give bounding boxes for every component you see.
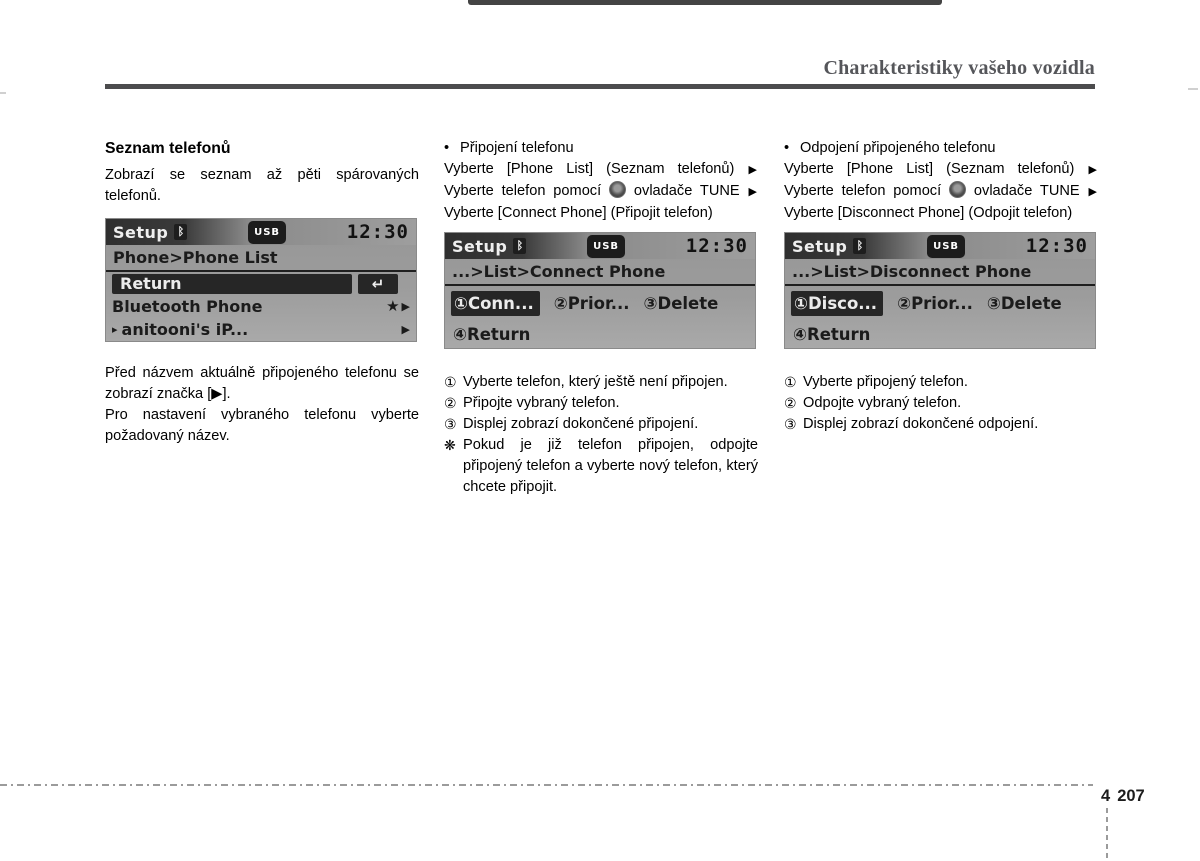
- delete-menu-item: [644, 293, 719, 314]
- note-mark-icon: ❋: [444, 437, 456, 453]
- step-number: ①: [784, 374, 797, 390]
- phone-name-label: anitooni's iP...: [121, 320, 249, 339]
- star-icon: ★: [386, 297, 400, 315]
- display-title: Setup: [792, 236, 848, 256]
- display-status-bar: [445, 233, 755, 259]
- display-breadcrumb: Phone>Phone List: [106, 245, 416, 272]
- column-phone-list: [105, 138, 419, 447]
- step-item: [784, 372, 1098, 393]
- item-label: Prior...: [911, 293, 973, 313]
- step-text: Připojte vybraný telefon.: [463, 395, 620, 411]
- display-clock: 12:30: [1025, 234, 1088, 257]
- item-number: ②: [553, 293, 568, 313]
- procedure-text: [444, 159, 758, 224]
- return-item-label: Return: [112, 274, 352, 294]
- edge-mark-right: [1188, 88, 1198, 90]
- arrow-icon: ▶: [1088, 164, 1097, 176]
- item-number: ④: [793, 324, 807, 344]
- section-heading: Seznam telefonů: [105, 140, 231, 157]
- chevron-right-icon: ▶: [401, 300, 410, 313]
- page-title: Charakteristiky vašeho vozidla: [823, 57, 1095, 79]
- footer-vertical-dashed-rule: [1106, 808, 1108, 861]
- arrow-icon: ▶: [748, 164, 757, 176]
- arrow-icon: ▶: [1088, 186, 1097, 198]
- usb-badge: USB: [587, 235, 625, 258]
- display-status-bar: [785, 233, 1095, 259]
- step-number: ③: [784, 416, 797, 432]
- item-number: ③: [986, 293, 1001, 313]
- delete-menu-item: [987, 293, 1062, 314]
- item-label: Prior...: [567, 293, 630, 313]
- display-clock: 12:30: [685, 234, 748, 257]
- bluetooth-icon: ᛒ: [853, 238, 866, 254]
- step-number: ①: [444, 374, 457, 390]
- display-breadcrumb: ...>List>Disconnect Phone: [785, 259, 1095, 286]
- step-number: ②: [784, 395, 797, 411]
- bullet-icon: •: [444, 140, 450, 156]
- display-clock: 12:30: [346, 220, 409, 243]
- list-item-return: [106, 272, 416, 295]
- bullet-icon: •: [784, 140, 790, 156]
- tune-knob-icon: [949, 181, 966, 198]
- menu-row: [785, 286, 1095, 320]
- proc-segment: Vyberte [Phone List] (Seznam telefonů): [784, 161, 1075, 177]
- display-status-bar: [106, 219, 416, 245]
- item-label: Return: [806, 324, 871, 344]
- proc-segment: Vyberte [Phone List] (Seznam telefonů): [444, 161, 735, 177]
- step-text: Vyberte telefon, který ještě není připojen.: [463, 374, 728, 390]
- menu-row: [445, 286, 755, 320]
- intro-paragraph: Zobrazí se seznam až pěti spárovaných telefonů.: [105, 167, 419, 204]
- proc-segment: ovladače TUNE: [973, 183, 1080, 199]
- display-title: Setup: [113, 222, 169, 242]
- item-label: Disco...: [807, 293, 878, 313]
- bullet-title-label: Odpojení připojeného telefonu: [800, 140, 996, 156]
- chapter-number: 4: [1101, 787, 1111, 805]
- item-number: ①: [794, 293, 808, 313]
- footer-dashed-rule: [0, 784, 1093, 786]
- scan-artifact-top: [468, 0, 942, 5]
- display-title: Setup: [452, 236, 508, 256]
- tune-knob-icon: [609, 181, 626, 198]
- priority-menu-item: [554, 293, 630, 314]
- item-number: ④: [453, 324, 467, 344]
- step-text: Displej zobrazí dokončené připojení.: [463, 416, 699, 432]
- step-text: Odpojte vybraný telefon.: [803, 395, 962, 411]
- bullet-title: [784, 138, 1098, 159]
- proc-segment: Vyberte telefon pomocí: [784, 183, 942, 199]
- column-disconnect-phone: [784, 138, 1098, 435]
- bt-phone-label: Bluetooth Phone: [112, 297, 263, 316]
- display-breadcrumb: ...>List>Connect Phone: [445, 259, 755, 286]
- column-connect-phone: [444, 138, 758, 498]
- disconnect-menu-item-selected: [791, 291, 883, 316]
- display-screen-disconnect: [784, 232, 1096, 349]
- step-number: ③: [444, 416, 457, 432]
- display-screen-connect: [444, 232, 756, 349]
- note-paragraph-2: Pro nastavení vybraného telefonu vyberte požadovaný název.: [105, 407, 419, 444]
- arrow-icon: ▶: [748, 186, 757, 198]
- list-item-phone-name: [106, 318, 416, 341]
- page-number: [1101, 787, 1145, 806]
- step-text: Vyberte připojený telefon.: [803, 374, 968, 390]
- item-label: Return: [466, 324, 531, 344]
- item-number: ③: [643, 293, 658, 313]
- proc-segment: ovladače TUNE: [633, 183, 740, 199]
- return-arrow-icon: ↵: [358, 274, 398, 294]
- row-icons: [386, 296, 410, 317]
- step-number: ②: [444, 395, 457, 411]
- header-rule: [105, 84, 1095, 89]
- display-screen-phone-list: [105, 218, 417, 342]
- step-item: [444, 393, 758, 414]
- connect-menu-item-selected: [451, 291, 540, 316]
- bullet-title-label: Připojení telefonu: [460, 140, 574, 156]
- item-label: Delete: [657, 293, 719, 313]
- edge-mark-left: [0, 92, 6, 94]
- note-item: [444, 435, 758, 498]
- return-menu-item: [785, 320, 1095, 348]
- item-number: ①: [454, 293, 468, 313]
- chevron-right-icon: ▶: [401, 323, 410, 336]
- note-text: Pokud je již telefon připojen, odpojte připojený telefon a vyberte nový telefon, který chcete připojit.: [463, 437, 758, 495]
- step-item: [444, 372, 758, 393]
- bluetooth-icon: ᛒ: [513, 238, 526, 254]
- step-item: [784, 393, 1098, 414]
- proc-segment: Vyberte telefon pomocí: [444, 183, 602, 199]
- note-paragraph-1: Před názvem aktuálně připojeného telefonu se zobrazí značka [▶].: [105, 365, 419, 402]
- bullet-title: [444, 138, 758, 159]
- item-label: Delete: [1000, 293, 1062, 313]
- item-label: Conn...: [467, 293, 534, 313]
- usb-badge: USB: [248, 221, 286, 244]
- proc-segment: Vyberte [Disconnect Phone] (Odpojit telefon): [784, 205, 1073, 221]
- return-menu-item: [445, 320, 755, 348]
- step-text: Displej zobrazí dokončené odpojení.: [803, 416, 1039, 432]
- proc-segment: Vyberte [Connect Phone] (Připojit telefon): [444, 205, 713, 221]
- list-item-bluetooth-phone: [106, 295, 416, 318]
- usb-badge: USB: [927, 235, 965, 258]
- bluetooth-icon: ᛒ: [174, 224, 187, 240]
- item-number: ②: [897, 293, 912, 313]
- procedure-text: [784, 159, 1098, 224]
- priority-menu-item: [897, 293, 973, 314]
- step-item: [444, 414, 758, 435]
- step-item: [784, 414, 1098, 435]
- page-number-value: 207: [1117, 787, 1145, 805]
- pointer-icon: ▸: [112, 323, 118, 336]
